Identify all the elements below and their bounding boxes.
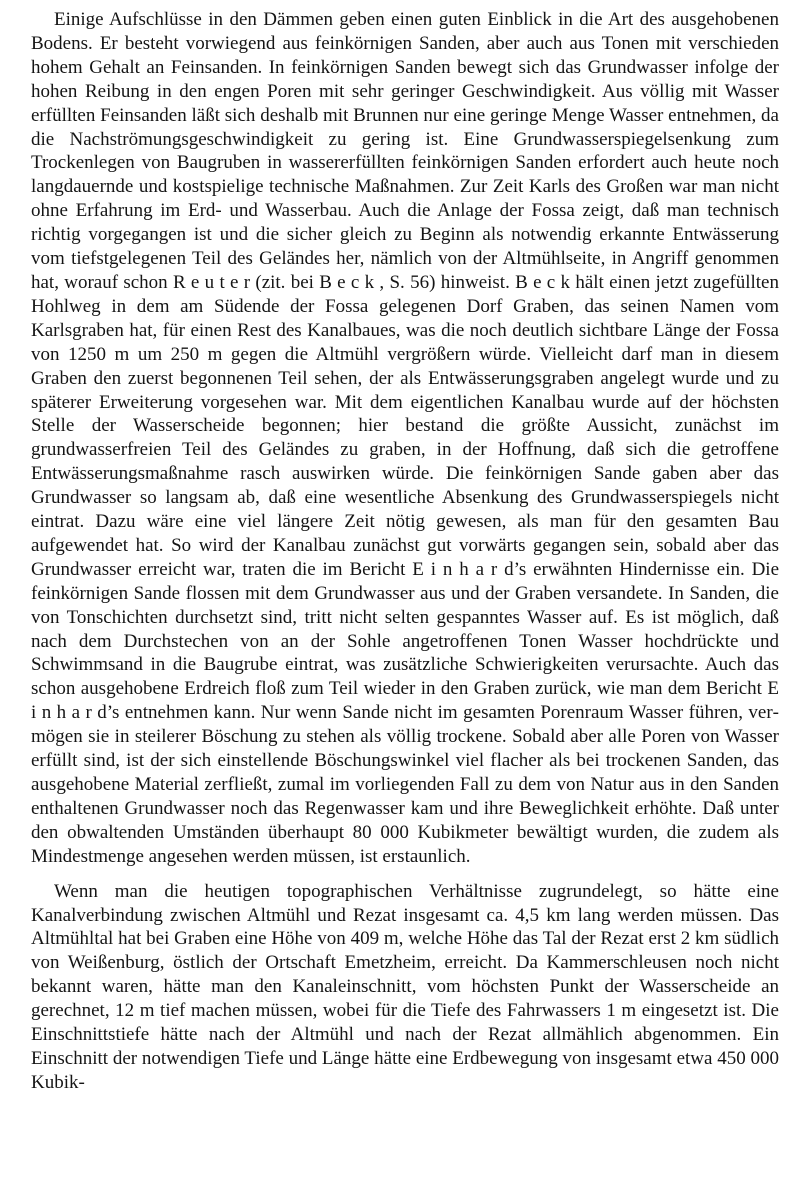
body-paragraph-2: Wenn man die heutigen topographischen Verhältnisse zugrundelegt, so hätte eine Kanalverbindung zwischen Altmühl und Rezat insgesamt ca. 4,5 km lang werden müssen. Das Altmühltal hat bei Graben eine Höhe von 409 m, welche Höhe das Tal der Rezat erst 2 km südlich von Weißenburg, östlich der Ortschaft Emetzheim, erreicht. Da Kammerschleusen noch nicht bekannt waren, hätte man den Kanaleinschnitt, vom höchsten Punkt der Wasserscheide an gerechnet, 12 m tief machen müssen, wobei für die Tiefe des Fahrwassers 1 m eingesetzt ist. Die Einschnittstiefe hätte nach der Altmühl und nach der Rezat allmählich abgenommen. Ein Einschnitt der notwendigen Tiefe und Länge hätte eine Erdbewegung von insgesamt etwa 450 000 Kubik-	[31, 880, 779, 1093]
document-page	[31, 8, 779, 1095]
body-paragraph-1: Einige Aufschlüsse in den Dämmen geben einen guten Einblick in die Art des ausgehobenen Bodens. Er besteht vorwiegend aus feinkörnigen Sanden, aber auch aus Tonen mit verschieden hohem Gehalt an Feinsanden. In feinkörnigen Sanden bewegt sich das Grundwasser infolge der hohen Reibung in den engen Poren mit sehr geringer Geschwindigkeit. Aus völlig mit Wasser erfüllten Feinsanden läßt sich deshalb mit Brunnen nur eine geringe Menge Wasser entnehmen, da die Nachströmungsgeschwindigkeit zu gering ist. Eine Grundwasserspiegelsenkung zum Trockenlegen von Baugruben in wassererfüllten feinkörnigen Sanden erfordert auch heute noch langdauernde und kostspielige technische Maßnahmen. Zur Zeit Karls des Großen war man nicht ohne Erfahrung im Erd- und Wasserbau. Auch die Anlage der Fossa zeigt, daß man technisch richtig vorgegangen ist und die sicher gleich zu Beginn als notwendig erkannte Entwässerung vom tiefstgelegenen Teil des Geländes her, nämlich von der Altmühlseite, in Angriff genommen hat, worauf schon R e u t e r (zit. bei B e c k , S. 56) hinweist. B e c k hält einen jetzt zugefüllten Hohlweg in dem am Südende der Fossa gelegenen Dorf Graben, das seinen Namen vom Karlsgraben hat, für einen Rest des Kanalbaues, was die noch deutlich sichtbare Länge der Fossa von 1250 m um 250 m gegen die Altmühl vergrößern würde. Vielleicht darf man in diesem Graben den zuerst begonnenen Teil sehen, der als Entwässerungsgraben angelegt wurde und zu späterer Erweiterung vorgesehen war. Mit dem eigentlichen Kanalbau wurde auf der höchsten Stelle der Wasserscheide begonnen; hier bestand die größte Aussicht, zunächst im grundwasserfreien Teil des Geländes zu graben, in der Hoffnung, daß sich die getroffene Entwässerungsmaßnahme rasch auswirken würde. Die feinkörnigen Sande gaben aber das Grundwasser so langsam ab, daß eine wesentliche Absenkung des Grundwasserspiegels nicht eintrat. Dazu wäre eine viel längere Zeit nötig gewesen, als man für den gesamten Bau aufgewendet hat. So wird der Kanalbau zunächst gut vorwärts gegangen sein, sobald aber das Grundwasser erreicht war, traten die im Bericht E i n h a r d’s erwähnten Hindernisse ein. Die feinkörnigen Sande flossen mit dem Grundwasser aus und der Graben versandete. In Sanden, die von Tonschichten durchsetzt sind, tritt nicht selten gespanntes Wasser auf. Es ist möglich, daß nach dem Durchstechen von an der Sohle angetroffenen Tonen Wasser hochdrückte und Schwimmsand in die Baugrube eintrat, was zusätzliche Schwierigkeiten verursachte. Auch das schon ausgehobene Erdreich floß zum Teil wieder in den Graben zurück, wie man dem Bericht E i n h a r d’s entnehmen kann. Nur wenn Sande nicht im gesamten Porenraum Wasser führen, vermögen sie in steilerer Böschung zu stehen als völlig trockene. Sobald aber alle Poren von Wasser erfüllt sind, ist der sich einstellende Böschungswinkel viel flacher als bei trockenen Sanden, das ausgehobene Material zerfließt, zumal im vorliegenden Fall zu dem von Natur aus in den Sanden enthaltenen Grundwasser noch das Regenwasser kam und ihre Beweglichkeit erhöhte. Daß unter den obwaltenden Umständen überhaupt 80 000 Kubikmeter bewältigt wurden, die zudem als Mindestmenge angesehen werden müssen, ist erstaunlich.	[31, 9, 779, 867]
